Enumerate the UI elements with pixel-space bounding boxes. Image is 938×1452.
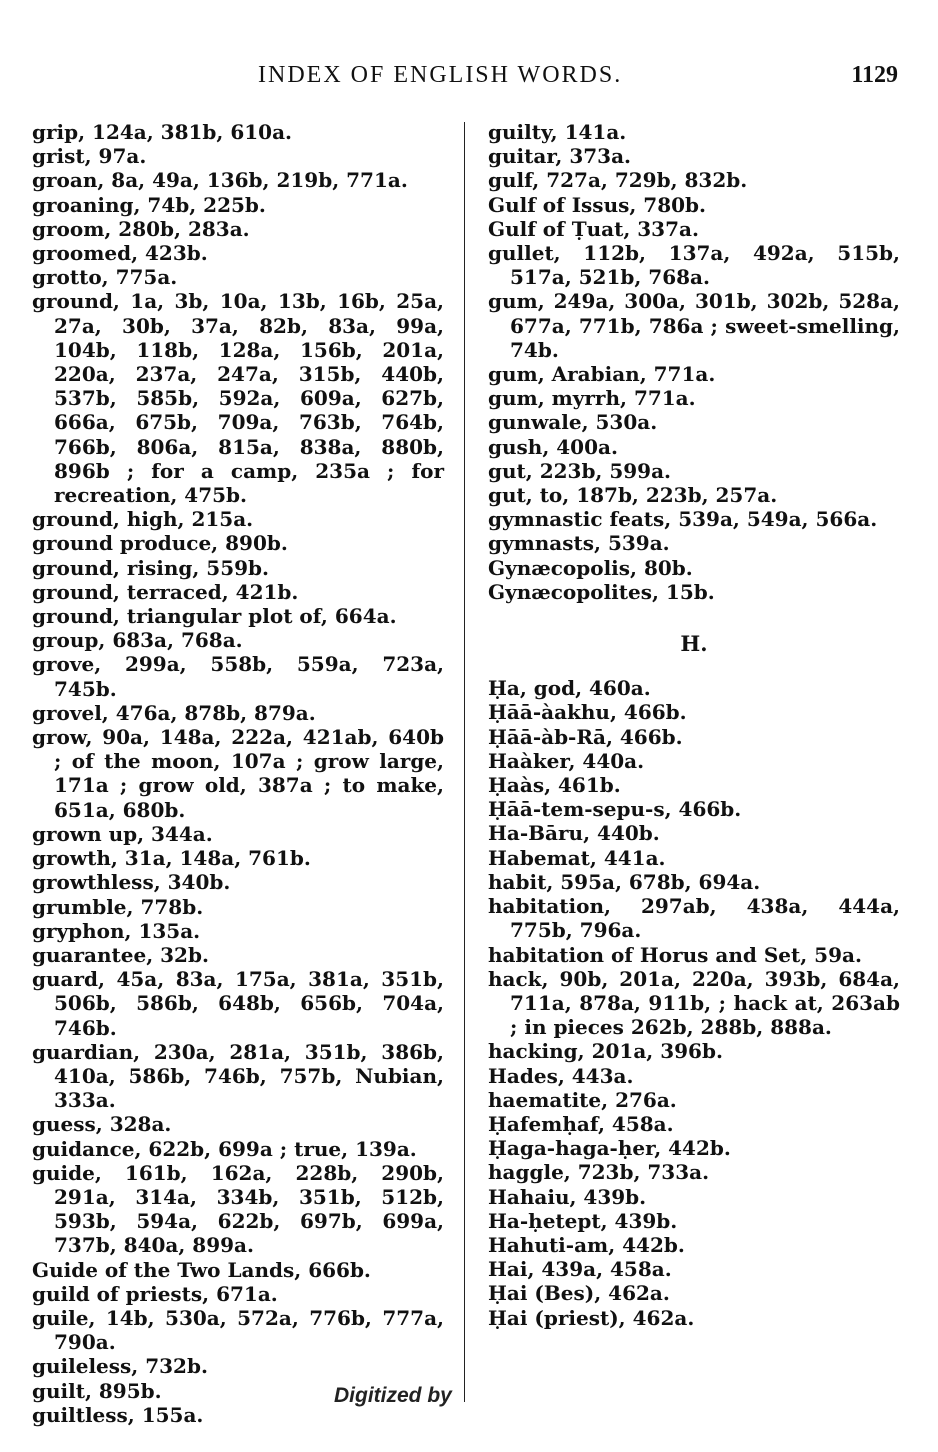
index-entry: gullet, 112b, 137a, 492a, 515b, 517a, 521b, 768a. bbox=[488, 241, 900, 290]
index-entry: gulf, 727a, 729b, 832b. bbox=[488, 168, 748, 193]
index-entry: Ḥāā-àb-Rā, 466b. bbox=[488, 724, 683, 749]
left-column bbox=[32, 120, 444, 1427]
index-entry: groan, 8a, 49a, 136b, 219b, 771a. bbox=[32, 168, 408, 193]
index-entry: gum, Arabian, 771a. bbox=[488, 362, 716, 387]
index-entry: Ḥāā-àakhu, 466b. bbox=[488, 700, 687, 725]
index-entry: groaning, 74b, 225b. bbox=[32, 192, 266, 217]
index-entry: ground, rising, 559b. bbox=[32, 555, 269, 580]
index-entry: Habemat, 441a. bbox=[488, 845, 666, 870]
index-entry: ground, high, 215a. bbox=[32, 507, 254, 532]
index-entry: grip, 124a, 381b, 610a. bbox=[32, 120, 292, 144]
index-entry: grow, 90a, 148a, 222a, 421ab, 640b ; of the moon, 107a ; grow large, 171a ; grow old, 387a ; to make, 651a, 680b. bbox=[32, 725, 444, 822]
index-entry: guardian, 230a, 281a, 351b, 386b, 410a, 586b, 746b, 757b, Nubian, 333a. bbox=[32, 1039, 444, 1113]
right-column-g-entries bbox=[488, 120, 900, 604]
index-entry: haematite, 276a. bbox=[488, 1087, 677, 1112]
index-entry: grove, 299a, 558b, 559a, 723a, 745b. bbox=[32, 652, 444, 701]
index-entry: hacking, 201a, 396b. bbox=[488, 1039, 723, 1064]
index-entry: gut, 223b, 599a. bbox=[488, 458, 672, 483]
index-entry: Gynæcopolites, 15b. bbox=[488, 579, 715, 604]
column-divider bbox=[464, 122, 465, 1402]
index-entry: Ḥaga-haga-ḥer, 442b. bbox=[488, 1136, 731, 1161]
index-entry: grown up, 344a. bbox=[32, 821, 213, 846]
index-entry: guilt, 895b. bbox=[32, 1378, 162, 1403]
index-entry: Ḥāā-tem-sepu-s, 466b. bbox=[488, 797, 742, 822]
index-entry: habitation, 297ab, 438a, 444a, 775b, 796a. bbox=[488, 894, 900, 943]
index-entry: guileless, 732b. bbox=[32, 1354, 208, 1379]
index-entry: ground produce, 890b. bbox=[32, 531, 288, 556]
index-entry: Hai, 439a, 458a. bbox=[488, 1257, 672, 1282]
index-entry: Gulf of Ṭuat, 337a. bbox=[488, 216, 699, 241]
index-entry: habit, 595a, 678b, 694a. bbox=[488, 869, 761, 894]
index-entry: grovel, 476a, 878b, 879a. bbox=[32, 700, 316, 725]
page-title: INDEX OF ENGLISH WORDS. bbox=[258, 62, 623, 88]
index-entry: groomed, 423b. bbox=[32, 241, 208, 266]
index-entry: group, 683a, 768a. bbox=[32, 628, 243, 653]
index-entry: Ḥafemḥaf, 458a. bbox=[488, 1111, 674, 1136]
index-entry: Hades, 443a. bbox=[488, 1063, 634, 1088]
index-entry: guess, 328a. bbox=[32, 1112, 172, 1137]
index-entry: Gulf of Issus, 780b. bbox=[488, 192, 706, 217]
index-entry: gryphon, 135a. bbox=[32, 918, 201, 943]
index-entry: Ḥai (Bes), 462a. bbox=[488, 1281, 670, 1306]
index-entry: hack, 90b, 201a, 220a, 393b, 684a, 711a, 878a, 911b, ; hack at, 263ab ; in pieces 262b, 288b, 888a. bbox=[488, 966, 900, 1040]
index-entry: gush, 400a. bbox=[488, 434, 618, 459]
index-entry: Guide of the Two Lands, 666b. bbox=[32, 1257, 371, 1282]
index-entry: Ḥa, god, 460a. bbox=[488, 676, 651, 701]
index-entry: grotto, 775a. bbox=[32, 265, 178, 290]
index-entry: groom, 280b, 283a. bbox=[32, 216, 250, 241]
index-entry: growth, 31a, 148a, 761b. bbox=[32, 846, 311, 871]
index-entry: Ḥaàs, 461b. bbox=[488, 773, 621, 798]
index-entry: Ha-Bāru, 440b. bbox=[488, 821, 660, 846]
index-entry: guarantee, 32b. bbox=[32, 942, 209, 967]
index-entry: guild of priests, 671a. bbox=[32, 1281, 278, 1306]
index-entry: ground, 1a, 3b, 10a, 13b, 16b, 25a, 27a, 30b, 37a, 82b, 83a, 99a, 104b, 118b, 128a, 156b, 201a, 220a, 237a, 247a, 315b, 440b, 537b, 585b, 592a, 609a, 627b, 666a, 675b, 709a, 763b, 764b, 766b, 806a, 815a, 838a, 880b, 896b ; for a camp, 235a ; for recreation, 475b. bbox=[32, 289, 444, 508]
index-entry: grist, 97a. bbox=[32, 144, 147, 169]
index-entry: guiltless, 155a. bbox=[32, 1402, 204, 1427]
index-entry: Ha-ḥetept, 439b. bbox=[488, 1208, 678, 1233]
index-entry: growthless, 340b. bbox=[32, 870, 231, 895]
index-entry: grumble, 778b. bbox=[32, 894, 204, 919]
index-entry: ground, terraced, 421b. bbox=[32, 579, 299, 604]
index-entry: ground, triangular plot of, 664a. bbox=[32, 604, 397, 629]
index-entry: Hahaiu, 439b. bbox=[488, 1184, 647, 1209]
index-entry: guilty, 141a. bbox=[488, 120, 627, 144]
index-entry: gymnastic feats, 539a, 549a, 566a. bbox=[488, 507, 878, 532]
index-entry: guitar, 373a. bbox=[488, 144, 631, 169]
digitized-watermark: Digitized by bbox=[334, 1384, 452, 1407]
index-entry: guide, 161b, 162a, 228b, 290b, 291a, 314a, 334b, 351b, 512b, 593b, 594a, 622b, 697b, 699a, 737b, 840a, 899a. bbox=[32, 1160, 444, 1258]
index-entry: Haàker, 440a. bbox=[488, 748, 645, 773]
page-number: 1129 bbox=[851, 62, 898, 88]
index-entry: guidance, 622b, 699a ; true, 139a. bbox=[32, 1136, 417, 1161]
index-entry: Ḥai (priest), 462a. bbox=[488, 1305, 695, 1330]
index-entry: Hahuti-am, 442b. bbox=[488, 1232, 685, 1257]
index-entry: gymnasts, 539a. bbox=[488, 531, 670, 556]
index-entry: gunwale, 530a. bbox=[488, 410, 658, 435]
index-entry: habitation of Horus and Set, 59a. bbox=[488, 942, 862, 967]
right-column-h-entries bbox=[488, 676, 900, 1329]
running-head bbox=[0, 62, 938, 92]
index-entry: gum, myrrh, 771a. bbox=[488, 386, 696, 411]
index-entry: guile, 14b, 530a, 572a, 776b, 777a, 790a. bbox=[32, 1305, 444, 1355]
index-entry: guard, 45a, 83a, 175a, 381a, 351b, 506b, 586b, 648b, 656b, 704a, 746b. bbox=[32, 967, 444, 1040]
index-entry: haggle, 723b, 733a. bbox=[488, 1160, 710, 1185]
index-entry: gut, to, 187b, 223b, 257a. bbox=[488, 483, 778, 508]
section-letter-h: H. bbox=[680, 631, 708, 657]
index-entry: gum, 249a, 300a, 301b, 302b, 528a, 677a, 771b, 786a ; sweet-smelling, 74b. bbox=[488, 289, 900, 362]
index-entry: Gynæcopolis, 80b. bbox=[488, 555, 693, 580]
right-column bbox=[488, 120, 900, 1330]
